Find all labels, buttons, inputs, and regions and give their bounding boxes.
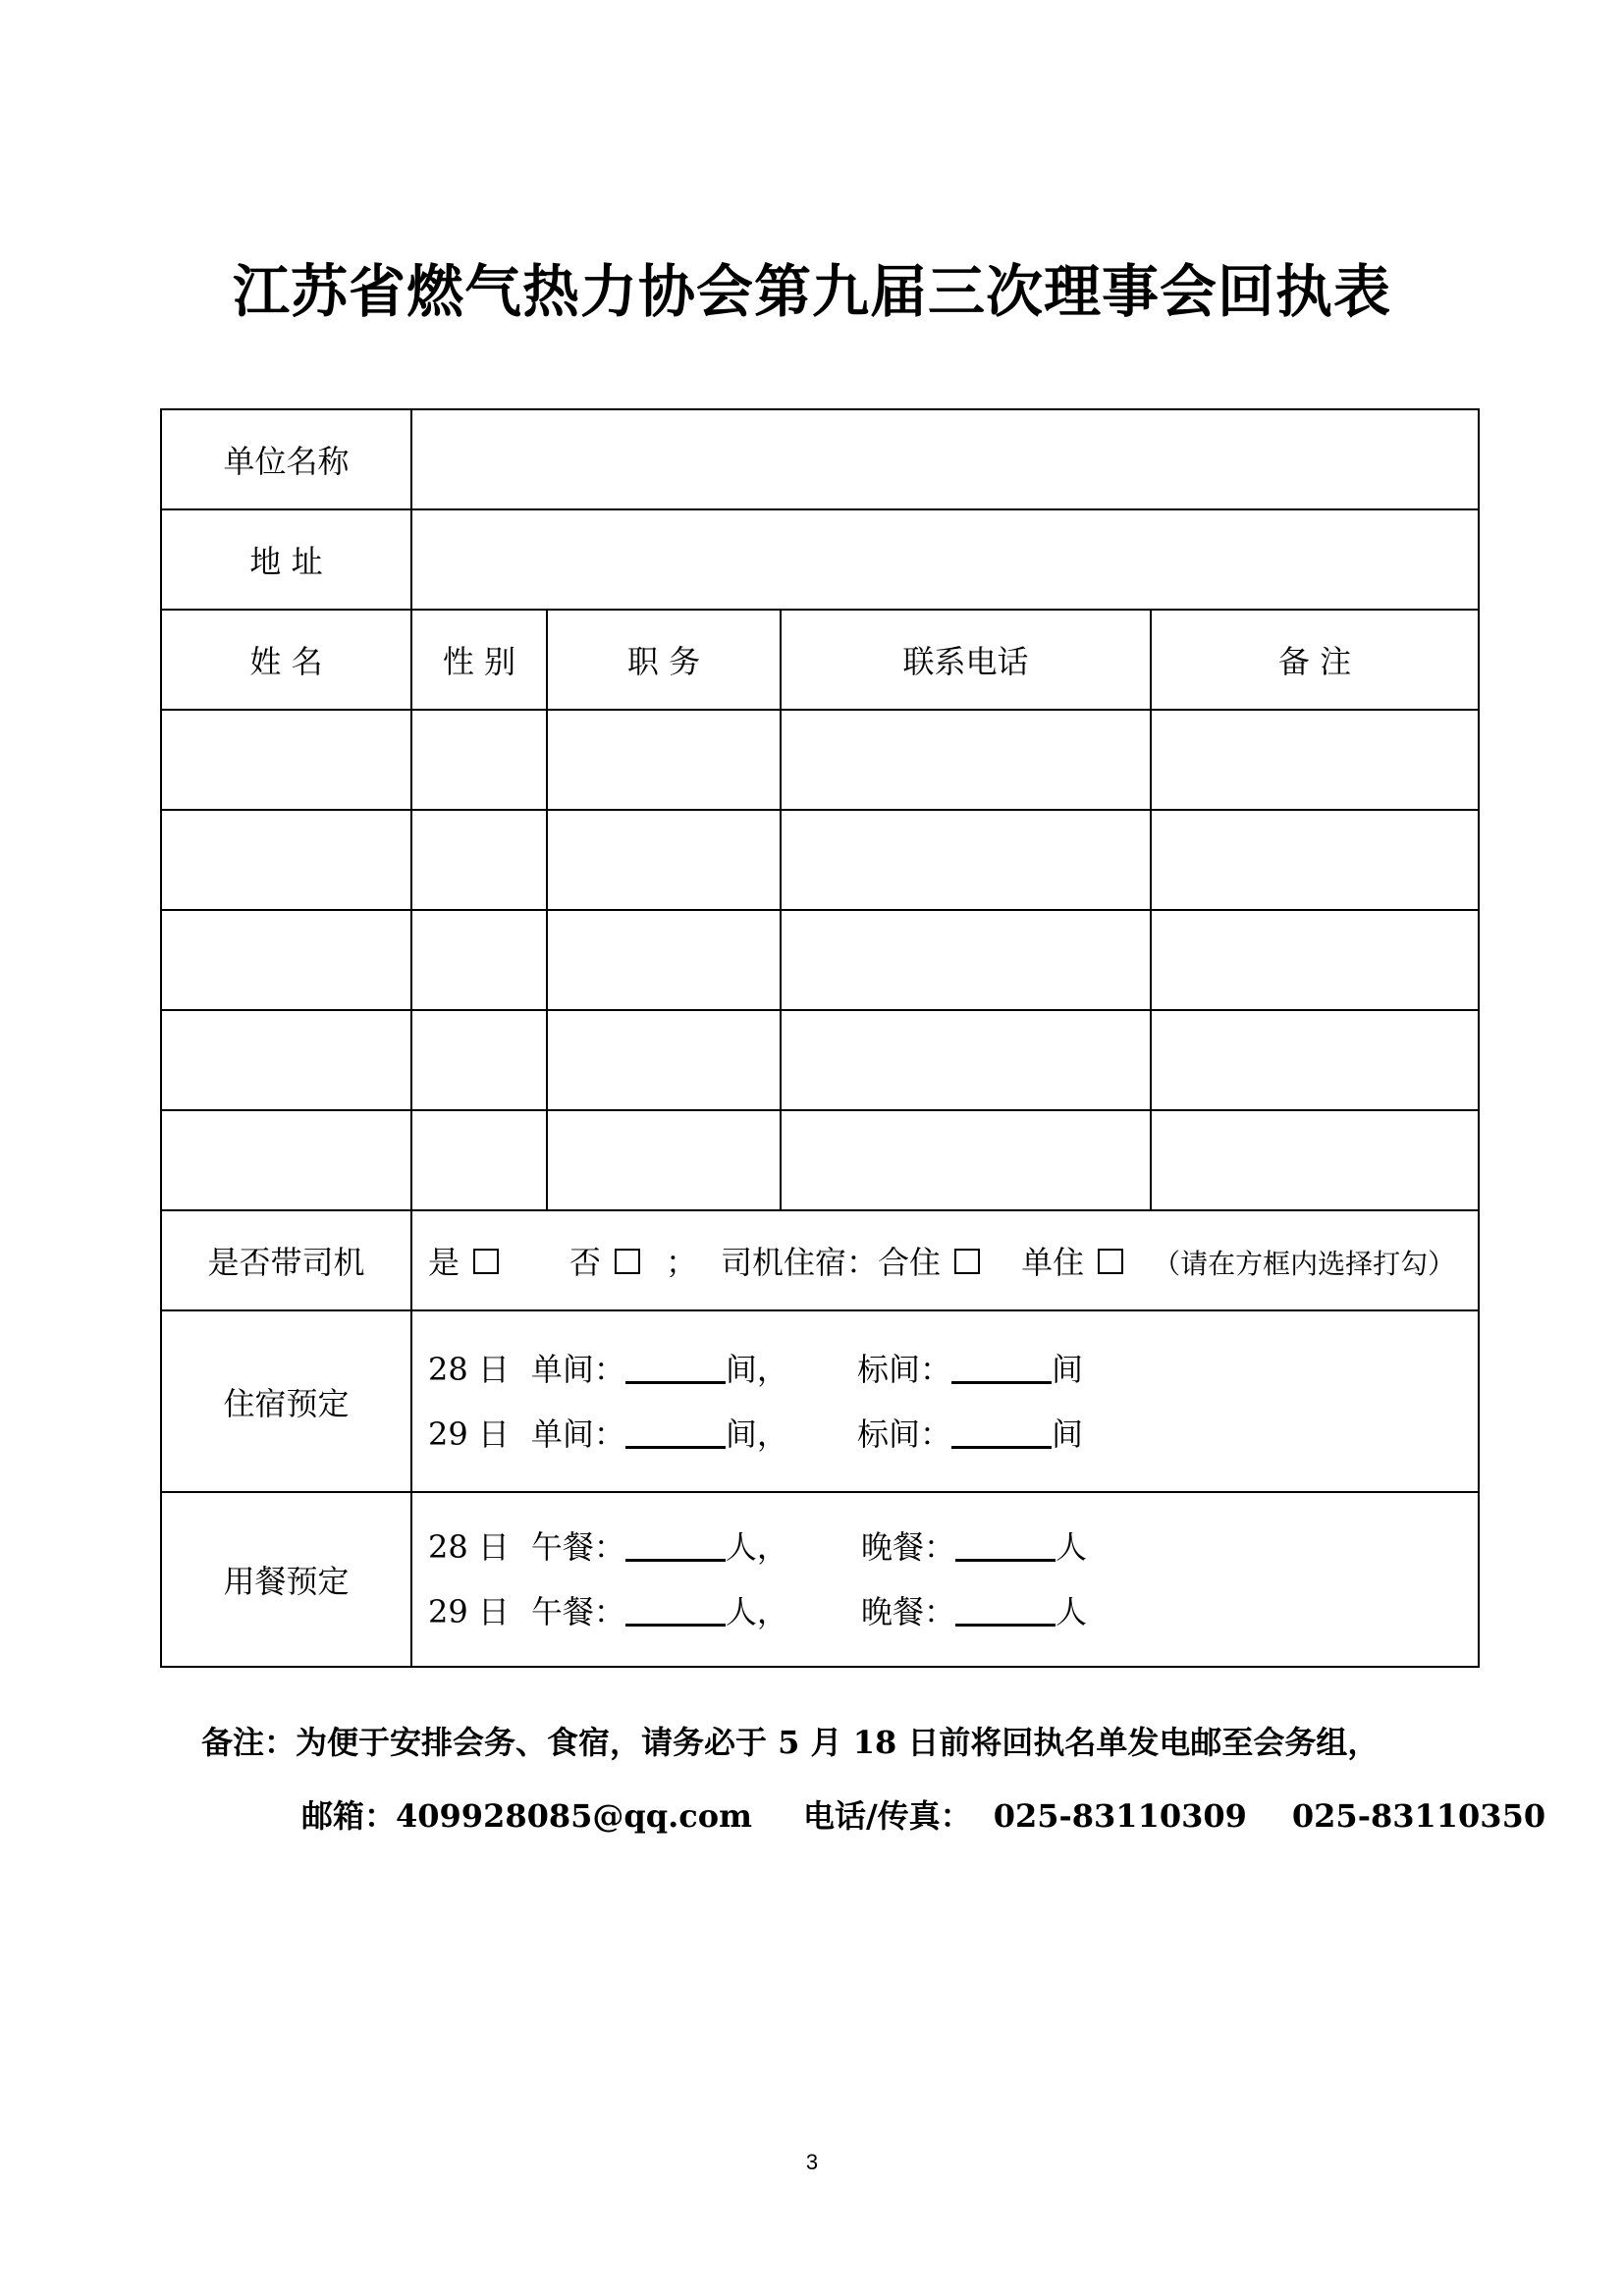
driver-no-label: 否 xyxy=(569,1244,602,1281)
receipt-form-table xyxy=(160,408,1480,1668)
contact-line xyxy=(301,1791,1545,1837)
contact-phone-2: 025-83110350 xyxy=(1291,1797,1546,1835)
meals-lunch-blank[interactable] xyxy=(625,1525,726,1562)
lodging-standard-blank[interactable] xyxy=(951,1348,1052,1384)
attendee-position-cell[interactable] xyxy=(547,910,781,1010)
attendee-row xyxy=(161,910,1479,1010)
lodging-single-blank[interactable] xyxy=(625,1413,726,1449)
lodging-row xyxy=(161,1310,1479,1492)
attendee-name-cell[interactable] xyxy=(161,1110,411,1210)
driver-yes-checkbox[interactable] xyxy=(473,1249,499,1274)
attendee-gender-cell[interactable] xyxy=(411,710,547,810)
attendee-name-cell[interactable] xyxy=(161,910,411,1010)
unit-name-field[interactable] xyxy=(411,409,1479,509)
attendee-phone-cell[interactable] xyxy=(781,1010,1151,1110)
unit-name-row xyxy=(161,409,1479,509)
attendee-gender-cell[interactable] xyxy=(411,910,547,1010)
lodging-standard-blank[interactable] xyxy=(951,1413,1052,1449)
meals-unit: 人， xyxy=(725,1593,788,1630)
lodging-standard-label: 标间： xyxy=(856,1350,951,1388)
attendee-row xyxy=(161,1010,1479,1110)
contact-phone-label: 电话/传真： xyxy=(802,1797,972,1835)
driver-row xyxy=(161,1210,1479,1310)
meals-lunch-label: 午餐： xyxy=(530,1528,625,1566)
column-header-name: 姓 名 xyxy=(161,610,411,710)
remarks-text: 备注：为便于安排会务、食宿，请务必于 5 月 18 日前将回执名单发电邮至会务组， xyxy=(201,1724,1380,1761)
meals-dinner-blank[interactable] xyxy=(955,1590,1056,1627)
meals-options xyxy=(411,1492,1479,1667)
lodging-standard-label: 标间： xyxy=(856,1415,951,1453)
meals-label: 用餐预定 xyxy=(161,1492,411,1667)
driver-options-line xyxy=(412,1238,1478,1283)
attendee-note-cell[interactable] xyxy=(1151,710,1479,810)
attendee-gender-cell[interactable] xyxy=(411,1010,547,1110)
column-header-gender: 性 别 xyxy=(411,610,547,710)
driver-no-checkbox[interactable] xyxy=(615,1249,640,1274)
page-number: 3 xyxy=(805,2150,819,2174)
attendee-phone-cell[interactable] xyxy=(781,1110,1151,1210)
driver-lodging-single-checkbox[interactable] xyxy=(1098,1249,1123,1274)
meals-line-29 xyxy=(412,1579,1478,1644)
meals-dinner-blank[interactable] xyxy=(955,1525,1056,1562)
attendee-note-cell[interactable] xyxy=(1151,1110,1479,1210)
attendee-position-cell[interactable] xyxy=(547,1110,781,1210)
column-header-position: 职 务 xyxy=(547,610,781,710)
attendee-gender-cell[interactable] xyxy=(411,810,547,910)
driver-lodging-shared-checkbox[interactable] xyxy=(954,1249,980,1274)
driver-label: 是否带司机 xyxy=(161,1210,411,1310)
lodging-unit: 间 xyxy=(1051,1350,1083,1388)
lodging-single-blank[interactable] xyxy=(625,1348,726,1384)
address-label: 地 址 xyxy=(161,509,411,610)
meals-unit: 人， xyxy=(725,1528,788,1566)
driver-yes-label: 是 xyxy=(428,1244,460,1281)
meals-dinner-label: 晚餐： xyxy=(860,1593,955,1630)
address-field[interactable] xyxy=(411,509,1479,610)
column-header-row xyxy=(161,610,1479,710)
lodging-unit: 间 xyxy=(1051,1415,1083,1453)
attendee-name-cell[interactable] xyxy=(161,710,411,810)
attendee-phone-cell[interactable] xyxy=(781,810,1151,910)
attendee-name-cell[interactable] xyxy=(161,1010,411,1110)
driver-lodging-single-label: 单住 xyxy=(1021,1244,1085,1281)
contact-email: 邮箱：409928085@qq.com xyxy=(301,1797,752,1835)
driver-semicolon: ； xyxy=(666,1244,698,1281)
lodging-day: 29 日 xyxy=(428,1415,510,1453)
attendee-position-cell[interactable] xyxy=(547,710,781,810)
lodging-label: 住宿预定 xyxy=(161,1310,411,1492)
lodging-single-label: 单间： xyxy=(530,1415,625,1453)
attendee-note-cell[interactable] xyxy=(1151,810,1479,910)
attendee-row xyxy=(161,810,1479,910)
attendee-note-cell[interactable] xyxy=(1151,910,1479,1010)
meals-line-28 xyxy=(412,1515,1478,1579)
attendee-phone-cell[interactable] xyxy=(781,710,1151,810)
attendee-row xyxy=(161,710,1479,810)
attendee-position-cell[interactable] xyxy=(547,810,781,910)
lodging-day: 28 日 xyxy=(428,1350,510,1388)
attendee-position-cell[interactable] xyxy=(547,1010,781,1110)
lodging-unit: 间， xyxy=(725,1350,788,1388)
lodging-unit: 间， xyxy=(725,1415,788,1453)
attendee-phone-cell[interactable] xyxy=(781,910,1151,1010)
lodging-line-29 xyxy=(412,1402,1478,1467)
meals-unit: 人 xyxy=(1055,1528,1087,1566)
column-header-phone: 联系电话 xyxy=(781,610,1151,710)
unit-name-label: 单位名称 xyxy=(161,409,411,509)
attendee-note-cell[interactable] xyxy=(1151,1010,1479,1110)
lodging-options xyxy=(411,1310,1479,1492)
meals-day: 28 日 xyxy=(428,1528,510,1566)
column-header-note: 备 注 xyxy=(1151,610,1479,710)
lodging-single-label: 单间： xyxy=(530,1350,625,1388)
driver-lodging-shared-label: 司机住宿：合住 xyxy=(721,1244,942,1281)
attendee-name-cell[interactable] xyxy=(161,810,411,910)
meals-unit: 人 xyxy=(1055,1593,1087,1630)
meals-day: 29 日 xyxy=(428,1593,510,1630)
meals-row xyxy=(161,1492,1479,1667)
page-title: 江苏省燃气热力协会第九届三次理事会回执表 xyxy=(232,258,1391,325)
meals-lunch-blank[interactable] xyxy=(625,1590,726,1627)
address-row xyxy=(161,509,1479,610)
meals-lunch-label: 午餐： xyxy=(530,1593,625,1630)
attendee-gender-cell[interactable] xyxy=(411,1110,547,1210)
lodging-line-28 xyxy=(412,1337,1478,1402)
driver-options xyxy=(411,1210,1479,1310)
driver-note: （请在方框内选择打勾） xyxy=(1153,1248,1456,1280)
meals-dinner-label: 晚餐： xyxy=(860,1528,955,1566)
contact-phone-1: 025-83110309 xyxy=(993,1797,1247,1835)
attendee-row xyxy=(161,1110,1479,1210)
